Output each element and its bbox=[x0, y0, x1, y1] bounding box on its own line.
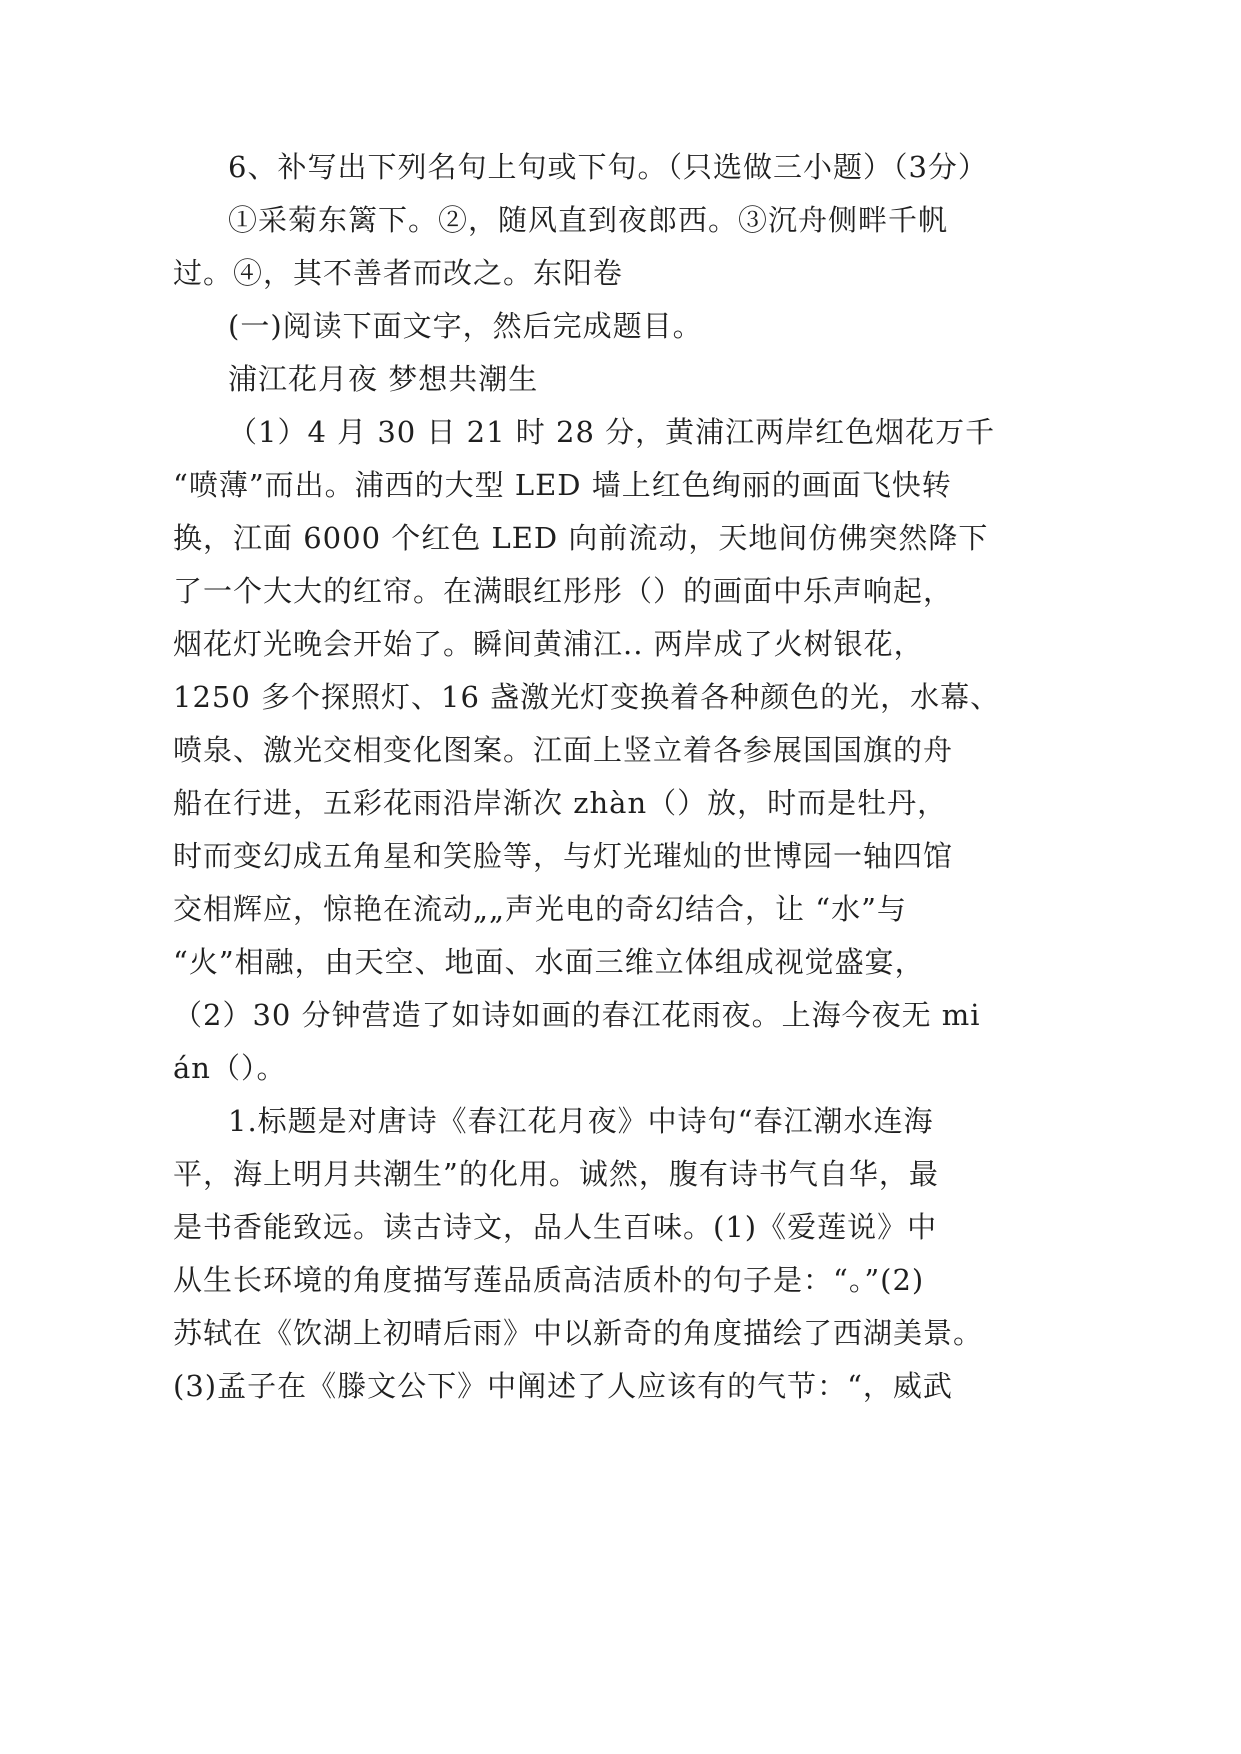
passage-line: （2）30 分钟营造了如诗如画的春江花雨夜。上海今夜无 mi bbox=[173, 998, 981, 1032]
question-1-line: 1.标题是对唐诗《春江花月夜》中诗句“春江潮水连海 bbox=[228, 1104, 934, 1138]
passage-line: án（）。 bbox=[173, 1051, 287, 1085]
passage-line: 换，江面 6000 个红色 LED 向前流动，天地间仿佛突然降下 bbox=[173, 521, 989, 555]
question-1-line: 是书香能致远。读古诗文，品人生百味。(1)《爱莲说》中 bbox=[173, 1210, 938, 1244]
passage-line: 烟花灯光晚会开始了。瞬间黄浦江.. 两岸成了火树银花， bbox=[173, 627, 924, 661]
passage-line: 喷泉、激光交相变化图案。江面上竖立着各参展国国旗的舟 bbox=[173, 733, 954, 767]
reading-section-instruction: (一)阅读下面文字，然后完成题目。 bbox=[228, 309, 703, 343]
question-1-line: 苏轼在《饮湖上初晴后雨》中以新奇的角度描绘了西湖美景。 bbox=[173, 1316, 984, 1350]
passage-line: 交相辉应，惊艳在流动„„声光电的奇幻结合，让 “水”与 bbox=[173, 892, 907, 926]
passage-line: 船在行进，五彩花雨沿岸渐次 zhàn（）放，时而是牡丹， bbox=[173, 786, 948, 820]
question-6-items-line-1: ①采菊东篱下。②，随风直到夜郎西。③沉舟侧畔千帆 bbox=[228, 203, 949, 237]
passage-line: 了一个大大的红帘。在满眼红彤彤（）的画面中乐声响起， bbox=[173, 574, 954, 608]
question-6-items-line-2: 过。④，其不善者而改之。东阳卷 bbox=[173, 256, 624, 290]
passage-title: 浦江花月夜 梦想共潮生 bbox=[228, 362, 539, 396]
passage-line: （1）4 月 30 日 21 时 28 分，黄浦江两岸红色烟花万千 bbox=[228, 415, 996, 449]
passage-line: “喷薄”而出。浦西的大型 LED 墙上红色绚丽的画面飞快转 bbox=[173, 468, 952, 502]
question-1-line: 平，海上明月共潮生”的化用。诚然，腹有诗书气自华，最 bbox=[173, 1157, 939, 1191]
question-1-line: (3)孟子在《滕文公下》中阐述了人应该有的气节：“，威武 bbox=[173, 1369, 953, 1403]
question-1-line: 从生长环境的角度描写莲品质高洁质朴的句子是：“。”(2) bbox=[173, 1263, 925, 1297]
question-6-heading: 6、补写出下列名句上句或下句。（只选做三小题）（3分） bbox=[228, 150, 988, 184]
passage-line: “火”相融，由天空、地面、水面三维立体组成视觉盛宴， bbox=[173, 945, 925, 979]
passage-line: 时而变幻成五角星和笑脸等，与灯光璀灿的世博园一轴四馆 bbox=[173, 839, 954, 873]
passage-line: 1250 多个探照灯、16 盏激光灯变换着各种颜色的光，水幕、 bbox=[173, 680, 1001, 714]
